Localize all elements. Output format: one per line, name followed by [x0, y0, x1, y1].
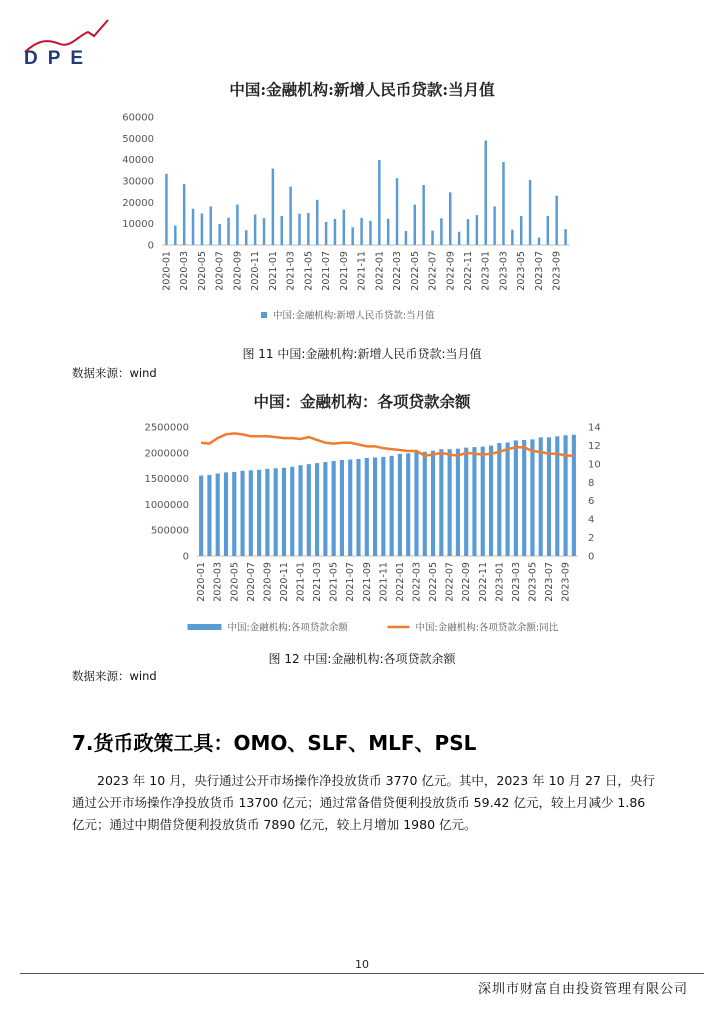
bar: [387, 219, 389, 245]
bar: [405, 231, 407, 245]
bar: [423, 452, 427, 556]
x-tick-label: 2022-07: [427, 251, 439, 291]
y2-tick-label: 6: [588, 496, 595, 508]
bar: [316, 200, 318, 245]
bar: [484, 140, 486, 245]
bar: [340, 460, 344, 556]
x-tick-label: 2021-09: [338, 251, 350, 291]
x-tick-label: 2021-09: [361, 562, 373, 602]
new-loans-chart: [100, 100, 620, 335]
y-tick-label: 1500000: [144, 474, 189, 486]
bar: [282, 468, 286, 556]
legend-swatch: [188, 624, 222, 630]
x-tick-label: 2023-01: [494, 562, 506, 602]
section-heading: 7.货币政策工具：OMO、SLF、MLF、PSL: [72, 731, 477, 755]
y2-tick-label: 10: [588, 459, 601, 471]
bar: [165, 174, 167, 245]
x-tick-label: 2023-01: [480, 251, 492, 291]
bar: [502, 162, 504, 245]
bar: [547, 437, 551, 556]
bar: [351, 227, 353, 245]
loan-balance-chart: [100, 415, 620, 640]
x-tick-label: 2020-03: [212, 562, 224, 602]
legend-label: 中国:金融机构:新增人民币贷款:当月值: [273, 310, 435, 322]
bar: [216, 473, 220, 556]
bar: [290, 467, 294, 556]
x-tick-label: 2020-07: [214, 251, 226, 291]
bar: [564, 435, 568, 556]
y2-tick-label: 12: [588, 440, 601, 452]
x-tick-label: 2022-01: [394, 562, 406, 602]
bar: [476, 215, 478, 245]
y2-tick-label: 8: [588, 477, 595, 489]
x-tick-label: 2022-03: [411, 562, 423, 602]
bar: [406, 453, 410, 556]
y-tick-label: 2500000: [144, 422, 189, 434]
bar: [272, 169, 274, 245]
figure-12-source: 数据来源：wind: [72, 669, 157, 683]
bar: [240, 471, 244, 556]
y2-tick-label: 0: [588, 551, 595, 563]
bar: [506, 442, 510, 556]
bar: [467, 219, 469, 245]
chart-title-new-loans: 中国:金融机构:新增人民币贷款:当月值: [229, 80, 495, 99]
bar: [511, 230, 513, 245]
x-tick-label: 2021-01: [267, 251, 279, 291]
paragraph-text: 2023 年 10 月，央行通过公开市场操作净投放货币 3770 亿元。其中，2023 年 10 月 27 日，央行通过公开市场操作净投放货币 13700 亿元；通过常备借贷便利投放货币 59.42 亿元，较上月减少 1.86 亿元；通过中期借贷便利投放货币 7890 亿元，较上月增加 1980 亿元。: [72, 773, 655, 832]
bar: [572, 435, 576, 556]
bar: [381, 457, 385, 556]
bar: [236, 204, 238, 245]
page-number: 10: [355, 958, 369, 971]
bar: [174, 226, 176, 245]
bar: [414, 452, 418, 556]
bar: [201, 213, 203, 245]
x-tick-label: 2020-01: [196, 562, 208, 602]
x-tick-label: 2022-11: [477, 562, 489, 602]
x-tick-label: 2023-09: [560, 562, 572, 602]
x-tick-label: 2023-09: [551, 251, 563, 291]
x-tick-label: 2021-03: [312, 562, 324, 602]
bar: [199, 476, 203, 556]
x-tick-label: 2023-05: [516, 251, 528, 291]
bar: [489, 446, 493, 556]
bar: [520, 216, 522, 245]
bar: [431, 230, 433, 245]
x-tick-label: 2022-09: [445, 251, 457, 291]
bar: [274, 468, 278, 556]
bar: [356, 459, 360, 556]
x-tick-label: 2023-03: [498, 251, 510, 291]
bar: [414, 205, 416, 245]
bar: [390, 456, 394, 556]
bar: [183, 184, 185, 245]
bar: [263, 218, 265, 245]
bar: [440, 218, 442, 245]
bar: [422, 185, 424, 245]
bar: [464, 448, 468, 556]
bar: [530, 439, 534, 556]
bar: [334, 219, 336, 245]
y-tick-label: 50000: [122, 133, 154, 145]
bar: [325, 222, 327, 245]
bar: [245, 230, 247, 245]
series-line: [201, 433, 574, 455]
figure-11-caption: 图 11 中国:金融机构:新增人民币贷款:当月值: [242, 347, 482, 361]
x-tick-label: 2023-05: [527, 562, 539, 602]
legend-label: 中国:金融机构:各项贷款余额:同比: [415, 622, 559, 634]
figure-11-source: 数据来源：wind: [72, 366, 157, 380]
figure-12-caption: 图 12 中国:金融机构:各项贷款余额: [268, 652, 456, 666]
bar: [360, 218, 362, 245]
x-tick-label: 2021-07: [345, 562, 357, 602]
footer-company: 深圳市财富自由投资管理有限公司: [477, 982, 688, 997]
x-tick-label: 2021-01: [295, 562, 307, 602]
bar: [280, 216, 282, 245]
x-tick-label: 2022-11: [463, 251, 474, 291]
x-tick-label: 2023-07: [544, 562, 556, 602]
bar: [472, 447, 476, 556]
section-paragraph: [72, 770, 660, 836]
x-tick-label: 2022-01: [374, 251, 386, 291]
bar: [343, 210, 345, 245]
bar: [514, 440, 518, 556]
bar: [398, 454, 402, 556]
bar: [431, 451, 435, 556]
bar: [232, 472, 236, 556]
x-tick-label: 2021-05: [303, 251, 315, 291]
y-tick-label: 2000000: [144, 448, 189, 460]
x-tick-label: 2020-07: [245, 562, 257, 602]
x-tick-label: 2021-07: [321, 251, 333, 291]
x-tick-label: 2022-09: [461, 562, 473, 602]
bar: [192, 209, 194, 245]
bar: [365, 458, 369, 556]
x-tick-label: 2021-11: [378, 562, 390, 602]
bar: [369, 221, 371, 245]
bar: [396, 178, 398, 245]
x-tick-label: 2023-03: [510, 562, 522, 602]
bar: [497, 443, 501, 556]
y-tick-label: 10000: [122, 219, 154, 231]
y-tick-label: 500000: [150, 525, 189, 537]
bar: [493, 206, 495, 245]
x-tick-label: 2020-05: [229, 562, 241, 602]
bar: [456, 449, 460, 556]
bar: [373, 457, 377, 556]
bar: [289, 187, 291, 245]
x-tick-label: 2020-03: [179, 251, 191, 291]
x-tick-label: 2020-11: [250, 251, 262, 291]
bar: [265, 469, 269, 556]
bar: [210, 206, 212, 245]
bar: [481, 447, 485, 556]
bar: [315, 463, 319, 556]
bar: [257, 470, 261, 556]
bar: [298, 214, 300, 245]
footer-divider: [20, 973, 704, 974]
x-tick-label: 2020-01: [161, 251, 173, 291]
bar: [458, 232, 460, 245]
bar: [207, 475, 211, 556]
y2-tick-label: 14: [588, 422, 601, 434]
y2-tick-label: 4: [588, 514, 595, 526]
x-tick-label: 2020-11: [278, 562, 290, 602]
y-tick-label: 0: [147, 240, 154, 252]
bar: [298, 465, 302, 556]
bar: [378, 160, 380, 245]
bar: [448, 449, 452, 556]
logo-text: DPE: [24, 48, 94, 69]
bar: [439, 449, 443, 556]
x-tick-label: 2020-09: [262, 562, 274, 602]
bar: [249, 470, 253, 556]
y-tick-label: 30000: [122, 176, 154, 188]
bar: [564, 229, 566, 245]
x-tick-label: 2020-05: [196, 251, 208, 291]
bar: [529, 180, 531, 245]
bar: [307, 213, 309, 245]
chart-title-loan-balance: 中国：金融机构：各项贷款余额: [253, 392, 471, 411]
bar: [555, 196, 557, 245]
x-tick-label: 2020-09: [232, 251, 244, 291]
bar: [449, 192, 451, 245]
bar: [547, 216, 549, 245]
bar: [254, 214, 256, 245]
x-tick-label: 2022-05: [409, 251, 421, 291]
x-tick-label: 2021-05: [328, 562, 340, 602]
bar: [348, 460, 352, 556]
y-tick-label: 0: [182, 551, 189, 563]
y-tick-label: 1000000: [144, 499, 189, 511]
x-tick-label: 2022-03: [392, 251, 404, 291]
x-tick-label: 2022-07: [444, 562, 456, 602]
y2-tick-label: 2: [588, 533, 595, 545]
x-tick-label: 2021-03: [285, 251, 297, 291]
bar: [522, 440, 526, 556]
bar: [323, 462, 327, 556]
bar: [218, 224, 220, 245]
x-tick-label: 2022-05: [428, 562, 440, 602]
bar: [227, 218, 229, 245]
legend-swatch: [261, 312, 267, 318]
y-tick-label: 60000: [122, 112, 154, 124]
bar: [307, 464, 311, 556]
y-tick-label: 40000: [122, 155, 154, 167]
bar: [224, 472, 228, 556]
x-tick-label: 2021-11: [356, 251, 368, 291]
y-tick-label: 20000: [122, 197, 154, 209]
x-tick-label: 2023-07: [533, 251, 545, 291]
bar: [539, 437, 543, 556]
bar: [538, 238, 540, 245]
legend-label: 中国:金融机构:各项贷款余额: [227, 622, 348, 634]
bar: [332, 461, 336, 556]
